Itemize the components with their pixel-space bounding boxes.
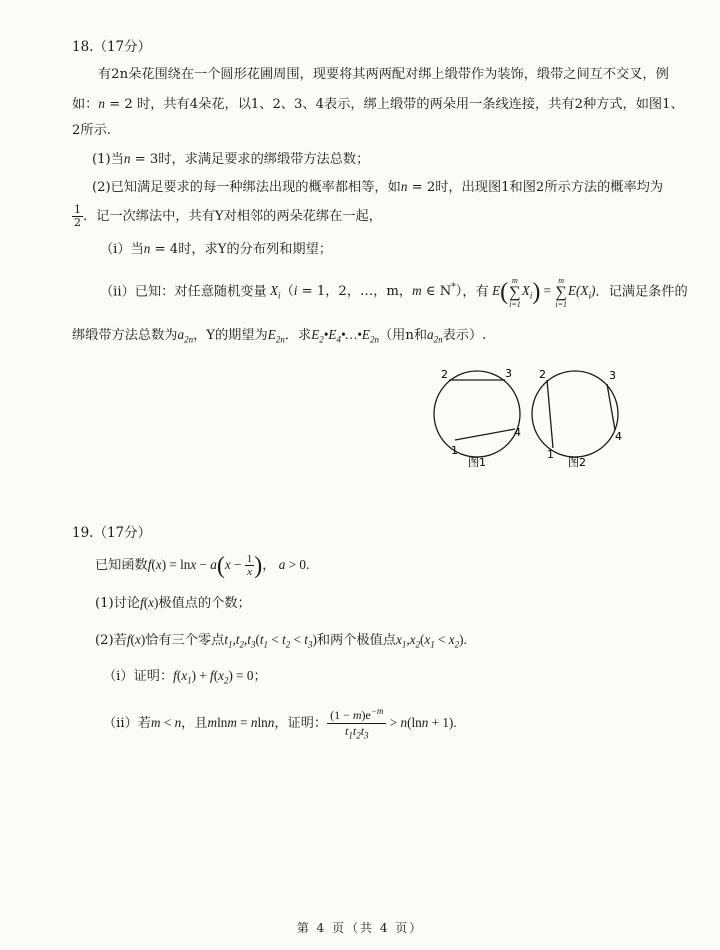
q18-ii-c: ．记满足条件的: [595, 284, 688, 300]
q18-intro-line-2: [72, 95, 684, 114]
q18-ii-e: ，Y的期望为: [193, 328, 268, 343]
q18-p1-a: (1)当: [92, 152, 124, 167]
q19-p1-b: 极值点的个数；: [158, 596, 251, 611]
q18-part-2: [92, 178, 663, 197]
q18-part-ii: [100, 268, 688, 316]
q18-ii-a: （ii）已知：对任意随机变量: [100, 284, 267, 300]
q19-p2-c: 和两个极值点: [316, 633, 396, 648]
fig1-point-1: 1: [451, 444, 458, 457]
q19-zeros: $t_1,t_2,t_3(t_1 < t_2 < t_3)$: [224, 632, 317, 650]
q18-ii-d: 绑缎带方法总数为: [72, 328, 178, 343]
q18-intro-line-1: 有2n朵花围绕在一个圆形花圃周围，现要将其两两配对绑上缎带作为装饰，缎带之间互不交叉，例: [98, 67, 669, 82]
q18-part-i: [100, 240, 332, 259]
q18-ii-f: ．求: [284, 328, 312, 343]
q19-part-2: [95, 631, 467, 654]
q19-given: [95, 548, 309, 583]
q19-extrema: $x_1,x_2(x_1 < x_2)$.: [395, 632, 467, 650]
q18-ii-h: 表示）.: [442, 328, 487, 343]
q18-p2-n: n: [400, 179, 408, 194]
q18-p1-n: n: [123, 151, 131, 166]
q18-part-ii-cont: [72, 326, 486, 349]
q19-given-b: ，: [262, 558, 276, 573]
q18-intro-2a: 如：: [72, 97, 99, 112]
q18-ii-index-range: （i = 1，2，…，m，m ∈ N*）: [280, 283, 463, 300]
q18-part-2-cont: [72, 203, 382, 231]
q18-expectation-formula: E( m ∑ $i=1X_i) = m$ ∑ $i=1E(X_i)$: [488, 275, 596, 309]
q18-i-n: n: [143, 241, 151, 256]
q19-p2-a: (2)若: [95, 633, 127, 648]
fig2-point-2: 2: [539, 368, 546, 381]
q18-figures: [425, 362, 645, 477]
q18-intro-line-3: 2所示.: [72, 123, 111, 138]
q18-p2-c: ．记一次绑法中，共有Y对相邻的两朵花绑在一起，: [83, 209, 382, 224]
q18-p2-eq: = 2: [407, 180, 436, 195]
q18-half-fraction: $\frac{1}{2}$: [74, 203, 81, 229]
page-footer: 第 4 页（共 4 页）: [296, 921, 424, 935]
q19-p1-a: (1)讨论: [95, 596, 141, 611]
q18-i-a: （i）当: [100, 242, 144, 257]
q18-header: 18.（17分）: [72, 39, 152, 55]
q19-header: 19.（17分）: [72, 525, 152, 541]
q18-ii-X: $X_i$: [266, 283, 281, 302]
q19-p1-f: f(x): [140, 595, 159, 610]
q19-part-i: [103, 667, 267, 690]
q19-p2-b: 恰有三个零点: [145, 633, 225, 648]
fig1-point-4: 4: [514, 426, 521, 439]
fig2-chord-1-2: [547, 380, 553, 448]
q18-p2-a: (2)已知满足要求的每一种绑法出现的概率都相等，如: [92, 180, 401, 195]
q18-a2n: $a_{2n}$: [177, 327, 194, 345]
fig2-point-1: 1: [547, 448, 554, 461]
figure-2: [532, 368, 622, 469]
q19-a-positive: a > 0.: [275, 557, 310, 572]
fig1-caption: 图1: [468, 456, 486, 469]
q18-p2-b: 时，出现图1和图2所示方法的概率均为: [435, 180, 664, 195]
q19-part-1: [95, 594, 251, 613]
q18-product-expr: $E_2•E_4•\dots•E_{2n}$: [311, 327, 379, 345]
q18-part-1: [92, 150, 369, 169]
q19-p2-f: f(x): [126, 632, 146, 647]
q18-ii-b: ，有: [462, 284, 489, 300]
q18-i-b: 时，求Y的分布列和期望；: [178, 242, 332, 257]
q18-p1-b: 时，求满足要求的绑缎带方法总数；: [158, 152, 370, 167]
q18-i-eq: = 4: [150, 242, 179, 257]
q19-ii-fraction: $\frac{(1 - m)e^{-m}}{t_1t_2t_3}$: [327, 704, 386, 743]
fig2-circle: [532, 371, 618, 457]
q18-E2n: $E_{2n}$: [267, 327, 285, 345]
q19-ii-c: ，证明：: [274, 716, 328, 732]
fig2-point-4: 4: [615, 430, 622, 443]
q18-p1-eq: = 3: [130, 152, 159, 167]
fig1-point-2: 2: [441, 368, 448, 381]
q19-given-a: 已知函数: [95, 558, 148, 573]
fig1-point-3: 3: [505, 367, 512, 380]
fig2-caption: 图2: [568, 456, 586, 469]
q18-a2n-2: $a_{2n}$: [427, 327, 443, 345]
figure-1: [434, 367, 521, 469]
q19-i-statement: $f(x_1) + f(x_2) = 0$；: [173, 668, 267, 686]
q18-n-eq-2-rest: = 2 时: [104, 97, 151, 112]
q18-ii-g: （用n和: [378, 328, 428, 343]
q19-ii-b: ，且: [181, 716, 208, 732]
q19-part-ii: [103, 704, 457, 743]
q19-ii-rhs: > n(lnn + 1).: [386, 715, 457, 731]
q19-ii-condition: mlnm = nlnn: [207, 715, 275, 731]
q19-i-a: （i）证明：: [103, 669, 174, 684]
fig2-point-3: 3: [609, 369, 616, 382]
q18-intro-2b: ，共有4朵花，以1、2、3、4表示，绑上缎带的两朵用一条线连接，共有2种方式，如图1、: [150, 97, 684, 112]
fig1-chord-1-4: [455, 429, 515, 440]
q19-ii-m-lt-n: m < n: [151, 715, 182, 731]
q19-ii-a: （ii）若: [103, 716, 151, 732]
q19-function-def: f(x) = lnx − a(x − $\frac{1}{x}$ ): [147, 552, 263, 579]
fig1-circle: [434, 371, 520, 457]
q18-n-eq-2: n: [98, 96, 105, 111]
